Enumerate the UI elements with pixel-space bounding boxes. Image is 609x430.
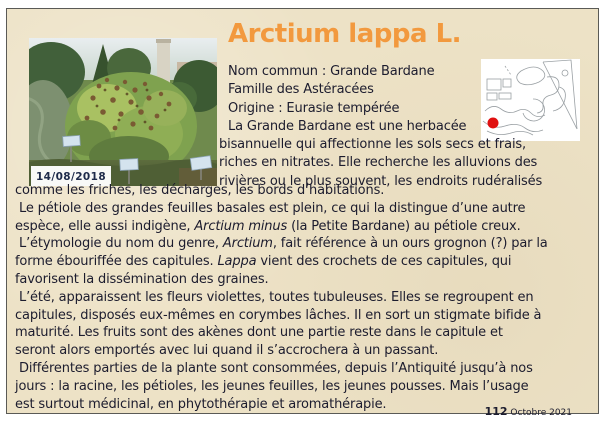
body-line-segment: espèce, elle aussi indigène, bbox=[15, 218, 195, 234]
latin-name-italic: Lappa bbox=[217, 254, 257, 270]
body-line-segment: (la Petite Bardane) au pétiole creux. bbox=[287, 218, 521, 234]
footer bbox=[485, 400, 572, 419]
intro-line: La Grande Bardane est une herbacée bbox=[228, 118, 467, 134]
body-line: maturité. Les fruits sont des akènes dont une partie reste dans le capitule et bbox=[15, 325, 503, 341]
body-line: comme les friches, les décharges, les bords d’habitations. bbox=[15, 183, 385, 198]
body-line: est surtout médicinal, en phytothérapie et aromathérapie. bbox=[15, 396, 387, 412]
intro-line: bisannuelle qui affectionne les sols secs et frais, bbox=[219, 137, 527, 153]
intro-line: Origine : Eurasie tempérée bbox=[228, 100, 400, 116]
body-line bbox=[15, 218, 600, 236]
slide-page bbox=[6, 8, 599, 418]
footer-date: Octobre 2021 bbox=[507, 408, 572, 418]
body-line: capitules, disposés eux-mêmes en corymbes lâches. Il en sort un stigmate bifide à bbox=[15, 307, 542, 323]
body-line: Le pétiole des grandes feuilles basales est plein, ce qui la distingue d’une autre bbox=[15, 200, 526, 216]
intro-line: rivières ou le plus souvent, les endroits rudéralisés bbox=[219, 173, 543, 189]
photo-date-stamp: 14/08/2018 bbox=[35, 171, 107, 183]
page-title: Arctium lappa L. bbox=[227, 19, 462, 49]
page-number: 112 bbox=[484, 405, 508, 418]
body-line: L’été, apparaissent les fleurs violettes, toutes tubuleuses. Elles se regroupent en bbox=[15, 289, 534, 305]
body-line bbox=[15, 235, 600, 253]
intro-line: riches en nitrates. Elle recherche les alluvions des bbox=[219, 155, 538, 171]
body-line-segment: vient des crochets de ces capitules, qui bbox=[256, 254, 512, 270]
burdock-garden-photo bbox=[29, 38, 217, 186]
body-line-segment: L’étymologie du nom du genre, bbox=[15, 236, 223, 252]
intro-line: Famille des Astéracées bbox=[228, 82, 374, 98]
body-line: seront alors emportés avec lui quand il s’accrochera à un passant. bbox=[15, 343, 439, 359]
intro-line: Nom commun : Grande Bardane bbox=[228, 64, 435, 79]
latin-name-italic: Arctium minus bbox=[194, 218, 288, 234]
body-text-block bbox=[15, 182, 600, 413]
body-line-segment: forme ébouriffée des capitules. bbox=[15, 254, 218, 270]
body-line: Différentes parties de la plante sont consommées, depuis l’Antiquité jusqu’à nos bbox=[15, 360, 533, 376]
body-line bbox=[15, 253, 600, 271]
body-line: jours : la racine, les pétioles, les jeunes feuilles, les jeunes pousses. Mais l’usage bbox=[15, 378, 529, 394]
intro-text-block bbox=[219, 63, 542, 191]
body-line-segment: , fait référence à un ours grognon (?) par la bbox=[272, 236, 548, 252]
body-line: favorisent la dissémination des graines. bbox=[15, 271, 269, 287]
latin-name-italic: Arctium bbox=[222, 236, 273, 252]
